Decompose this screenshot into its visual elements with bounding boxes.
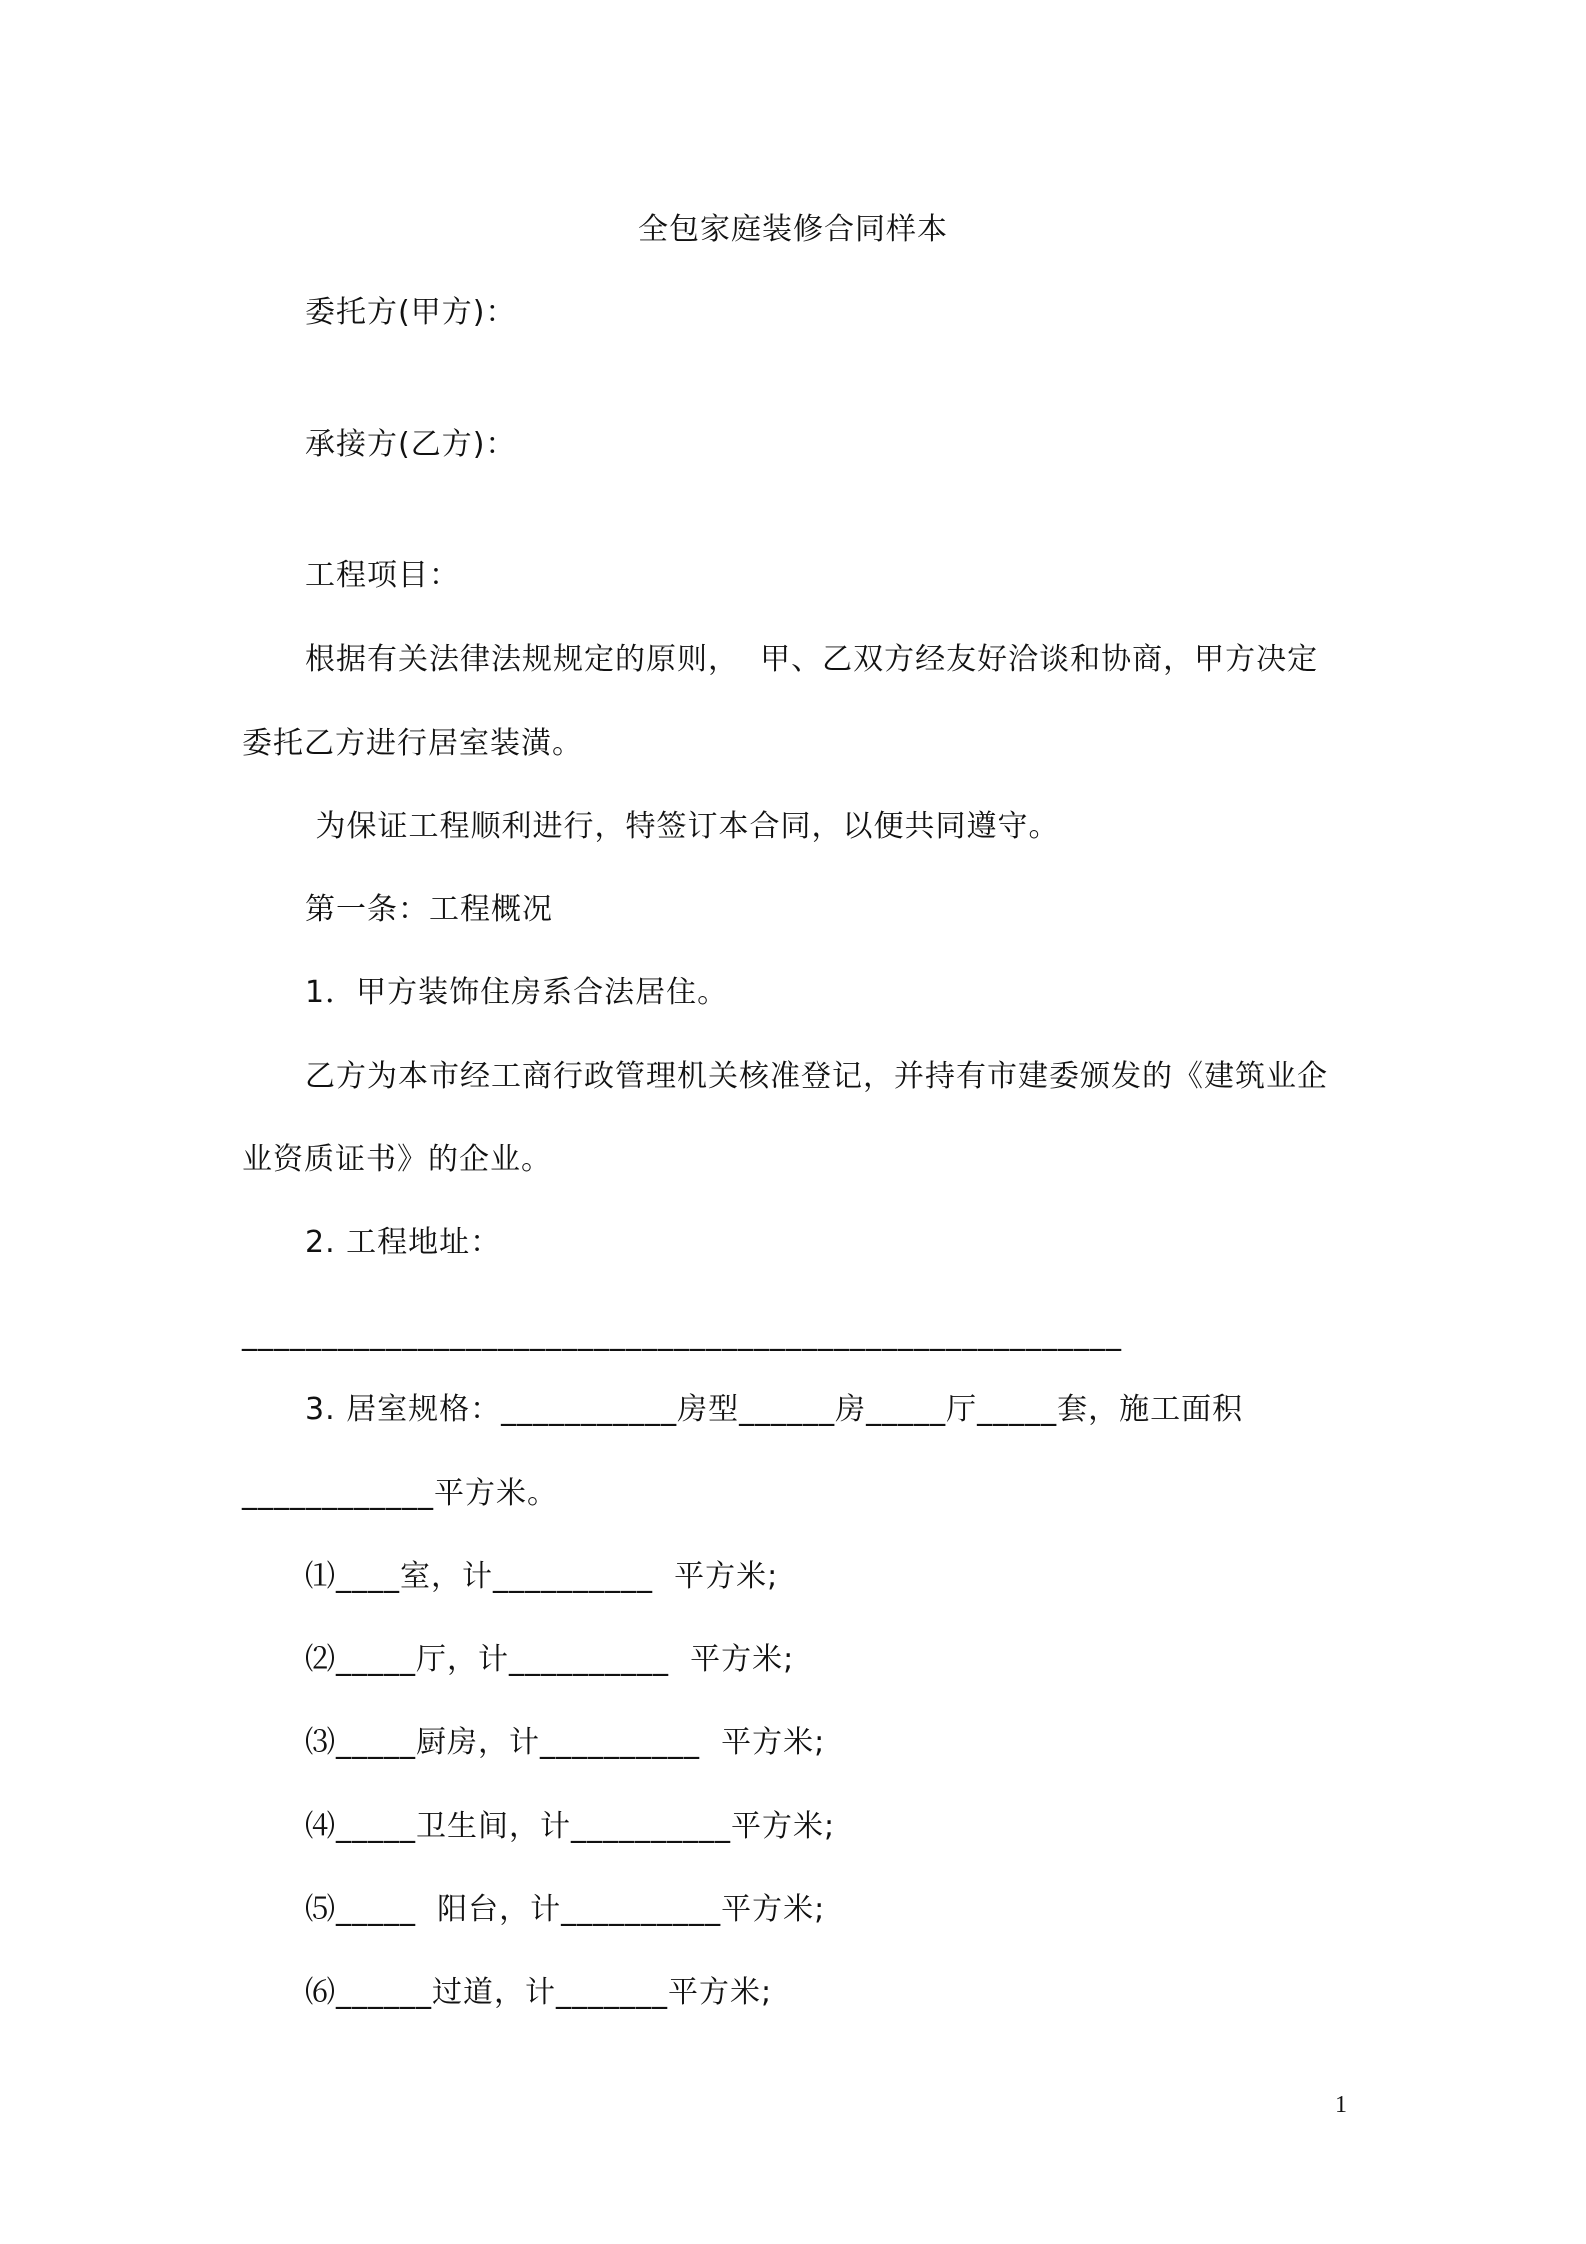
item-1-b-line-1: 乙方为本市经工商行政管理机关核准登记，并持有市建委颁发的《建筑业企	[305, 1059, 1328, 1094]
party-b-line: 承接方(乙方)：	[305, 427, 517, 462]
project-line: 工程项目：	[305, 558, 460, 593]
item-3-line-1: 3. 居室规格：___________房型______房_____厅_____套，施工面积	[305, 1392, 1244, 1427]
item-1-text: 1．甲方装饰住房系合法居住。	[305, 975, 729, 1010]
room-item: ⑵_____厅，计__________ 平方米;	[305, 1642, 795, 1677]
item-3-line-2: ____________平方米。	[242, 1476, 558, 1511]
article-1-heading: 第一条：工程概况	[305, 892, 553, 927]
item-2-address-label: 2. 工程地址：	[305, 1225, 502, 1260]
intro-paragraph-line-1: 根据有关法律法规规定的原则， 甲、乙双方经友好洽谈和协商，甲方决定	[305, 642, 1319, 677]
room-item: ⑹______过道，计_______平方米;	[305, 1975, 773, 2010]
room-item: ⑶_____厨房，计__________ 平方米;	[305, 1725, 826, 1760]
room-item: ⑸_____ 阳台，计__________平方米;	[305, 1892, 826, 1927]
intro-paragraph-line-2: 委托乙方进行居室装潢。	[242, 726, 583, 761]
document-title: 全包家庭装修合同样本	[638, 212, 948, 247]
room-item: ⑷_____卫生间，计__________平方米;	[305, 1809, 836, 1844]
intro-paragraph-line-3: 为保证工程顺利进行，特签订本合同，以便共同遵守。	[305, 809, 1060, 844]
address-blank-line: _______________________________________________________	[242, 1317, 1122, 1352]
page-number: 1	[1335, 2092, 1347, 2118]
item-1-b-line-2: 业资质证书》的企业。	[242, 1142, 552, 1177]
party-a-line: 委托方(甲方)：	[305, 295, 517, 330]
room-item: ⑴____室，计__________ 平方米;	[305, 1559, 779, 1594]
